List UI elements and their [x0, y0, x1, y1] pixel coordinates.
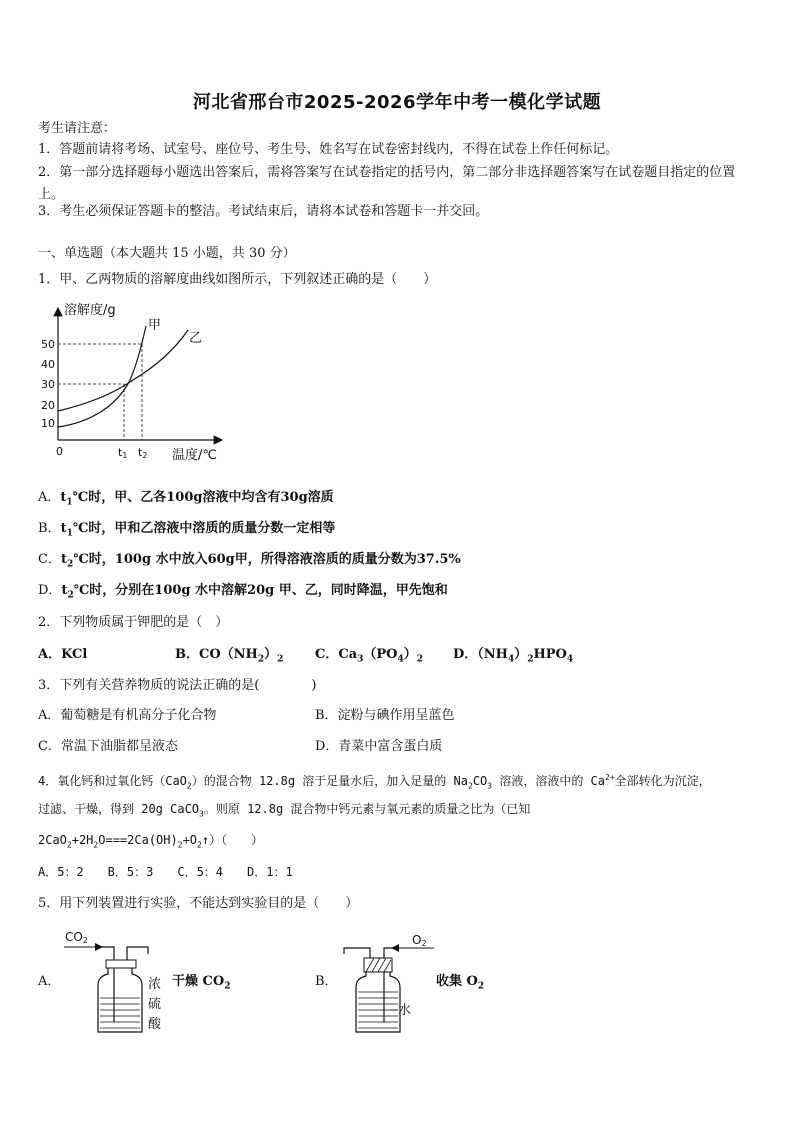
question-4-equation: $2CaO_2+2H_2O===2Ca(OH)_2+O_2↑$）（ ）: [38, 833, 264, 850]
y-tick-20: 20: [41, 399, 55, 412]
q3-option-d: D．青菜中富含蛋白质: [315, 739, 443, 754]
x-axis-label: 温度/℃: [172, 448, 217, 463]
notice-heading: 考生请注意：: [38, 121, 117, 136]
q1-option-d: D．$t_2℃$时，分别在100g 水中溶解20g 甲、乙，同时降温，甲先饱和: [38, 583, 448, 601]
solubility-chart: [38, 296, 238, 466]
q5-option-a-caption: 干燥 $CO_2$: [172, 974, 231, 992]
notice-item-3: 3．考生必须保证答题卡的整洁。考试结束后，请将本试卷和答题卡一并交回。: [38, 204, 489, 219]
apparatus-a-stopper: [106, 960, 136, 968]
q2-option-c: C．$Ca_3(PO_4)_2$: [315, 647, 424, 665]
q5-option-b-caption: 收集 $O_2$: [436, 974, 485, 992]
apparatus-a-liquid-label-1: 浓: [148, 977, 162, 992]
q1-option-a: A．$t_1℃$时，甲、乙各100g溶液中均含有30g溶质: [38, 490, 334, 508]
question-4-line-1: 4．氧化钙和过氧化钙（CaO$_2$）的混合物 12.8g 溶于足量水后，加入足量的 $Na_2CO_3$ 溶液，溶液中的 $Ca^{2+}$全部转化为沉淀，: [38, 773, 711, 791]
q3-option-a: A．葡萄糖是有机高分子化合物: [38, 708, 217, 723]
apparatus-a-liquid-label-3: 酸: [148, 1017, 162, 1032]
q2-option-d: D．$(NH_4)_2HPO_4$: [453, 647, 574, 665]
y-tick-10: 10: [41, 417, 55, 430]
apparatus-b-bottle: [356, 972, 400, 1032]
q5-option-b-letter: B．: [315, 974, 338, 989]
apparatus-b: [340, 926, 440, 1038]
origin-label: 0: [56, 445, 63, 458]
apparatus-b-liquid-label: 水: [398, 1003, 412, 1018]
q4-options: A．5：2 B．5：3 C．5：4 D．1：1: [38, 865, 293, 879]
apparatus-a-liquid-label-2: 硫: [148, 997, 162, 1012]
apparatus-a-tube-left: [100, 947, 114, 1022]
y-axis-label: 溶解度/g: [64, 303, 116, 318]
apparatus-a-liquid: [100, 998, 140, 1028]
q2-option-b: B．$CO(NH_2)_2$: [175, 647, 284, 665]
apparatus-a-bottle: [98, 968, 142, 1032]
question-2-stem: 2．下列物质属于钾肥的是（ ）: [38, 615, 229, 630]
question-5-stem: 5．用下列装置进行实验，不能达到实验目的是（ ）: [38, 896, 359, 911]
question-1-stem: 1．甲、乙两物质的溶解度曲线如图所示，下列叙述正确的是（ ）: [38, 272, 437, 287]
q3-option-b: B．淀粉与碘作用呈蓝色: [315, 708, 455, 723]
notice-item-2: 2．第一部分选择题每小题选出答案后，需将答案写在试卷指定的括号内，第二部分非选择题答案写在试卷题目指定的位置上。: [38, 165, 736, 202]
y-tick-50: 50: [41, 338, 55, 351]
q1-option-b: B．$t_1℃$时，甲和乙溶液中溶质的质量分数一定相等: [38, 521, 336, 539]
y-tick-30: 30: [41, 378, 55, 391]
label-yi: 乙: [189, 331, 203, 346]
q2-option-a: A．KCl: [38, 647, 88, 662]
notice-item-1: 1．答题前请将考场、试室号、座位号、考生号、姓名写在试卷密封线内，不得在试卷上作任何标记。: [38, 142, 619, 157]
page-title: 河北省邢台市2025-2026学年中考一模化学试题: [192, 92, 602, 113]
question-4-line-2: 过滤、干燥，得到 20g CaCO$_3$。则原 12.8g 混合物中钙元素与氧元素的质量之比为（已知: [38, 802, 531, 819]
q1-option-c: C．$t_2℃$时，100g 水中放入60g甲，所得溶液溶质的质量分数为37.5%: [38, 552, 461, 570]
x-tick-t2: t2: [138, 446, 148, 460]
x-tick-t1: t1: [118, 446, 128, 460]
curve-jia: [58, 326, 146, 427]
y-tick-40: 40: [41, 358, 55, 371]
question-3-stem: 3．下列有关营养物质的说法正确的是( ): [38, 678, 317, 693]
label-jia: 甲: [148, 318, 162, 333]
q5-option-a-letter: A．: [38, 974, 61, 989]
section-heading: 一、单选题（本大题共 15 小题，共 30 分）: [38, 246, 296, 261]
curve-yi: [58, 330, 188, 411]
apparatus-a: [60, 926, 170, 1038]
apparatus-b-gas-label: O2: [412, 933, 427, 948]
q3-option-c: C．常温下油脂都呈液态: [38, 739, 178, 754]
apparatus-a-gas-label: CO2: [65, 930, 88, 945]
